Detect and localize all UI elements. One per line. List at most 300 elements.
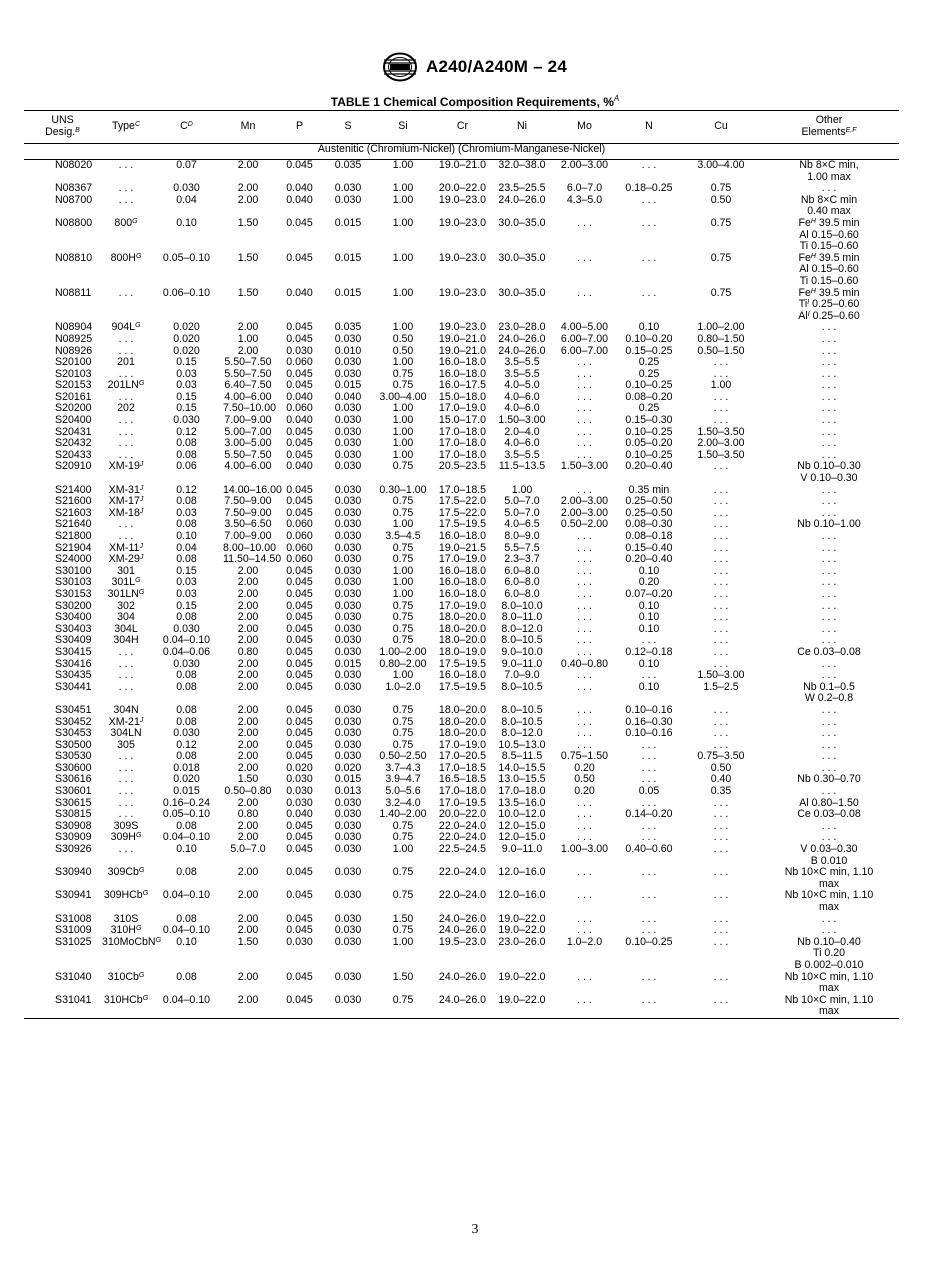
cell-ni: 12.0–15.0	[498, 831, 546, 844]
cell-c: 0.03	[176, 576, 197, 589]
cell-n: 0.35 min	[628, 483, 670, 496]
cell-mo: . . .	[577, 715, 592, 728]
cell-cr: 24.0–26.0	[438, 924, 487, 937]
cell-mo: 1.00–3.00	[560, 843, 609, 856]
cell-other: . . .	[821, 414, 837, 427]
cell-mo: 0.20	[574, 785, 595, 798]
cell-mn: 0.80	[237, 808, 259, 821]
cell-mn: 14.00–16.00	[223, 483, 282, 496]
cell-cr: 22.5–24.5	[438, 843, 487, 856]
cell-ni: 6.0–8.0	[504, 564, 540, 577]
table-row	[24, 867, 899, 890]
cell-c: 0.08	[176, 750, 197, 763]
cell-s: 0.030	[334, 866, 362, 879]
cell-c: 0.03	[176, 506, 197, 519]
cell-p: 0.045	[286, 634, 313, 647]
cell-type: 310S	[113, 912, 139, 925]
cell-mn: 2.00	[237, 321, 259, 334]
table-row	[24, 160, 899, 184]
cell-type: . . .	[118, 518, 134, 531]
cell-mn: 2.00	[237, 193, 259, 206]
cell-type: 301	[117, 564, 135, 577]
cell-n: . . .	[641, 819, 657, 832]
cell-s: 0.030	[334, 935, 362, 948]
cell-s: 0.030	[334, 425, 362, 438]
cell-c: 0.15	[176, 356, 197, 369]
cell-p: 0.045	[286, 819, 313, 832]
cell-p: 0.045	[286, 321, 313, 334]
cell-mn: 2.00	[237, 750, 259, 763]
cell-si: 0.75	[392, 611, 414, 624]
cell-other: $Fe^H$ 39.5 min Al 0.15–0.60 Ti 0.15–0.60	[798, 251, 860, 287]
cell-c: 0.04–0.10	[162, 831, 211, 844]
cell-c: 0.07	[176, 159, 197, 171]
cell-other: Nb 0.10–1.00	[797, 518, 861, 531]
cell-ni: 8.0–10.5	[501, 703, 543, 716]
cell-uns: S30100	[55, 564, 92, 577]
cell-si: 1.00	[392, 564, 414, 577]
cell-mn: 2.00	[237, 715, 259, 728]
section-label: Austenitic (Chromium-Nickel) (Chromium-Manganese-Nickel)	[24, 144, 899, 160]
cell-type: $800H^G$	[110, 251, 142, 264]
cell-c: 0.04	[176, 541, 197, 554]
cell-uns: N08800	[55, 216, 93, 229]
cell-mo: . . .	[577, 808, 592, 821]
cell-mn: 0.80	[237, 645, 259, 658]
cell-c: 0.04–0.10	[162, 634, 211, 647]
cell-cr: 16.5–18.5	[438, 773, 487, 786]
cell-mo: . . .	[577, 634, 592, 647]
cell-mo: 6.0–7.0	[566, 182, 603, 195]
cell-uns: S20103	[55, 367, 92, 380]
table-row	[24, 253, 899, 288]
cell-ni: 8.0–12.0	[501, 727, 543, 740]
cell-ni: 30.0–35.0	[498, 251, 546, 264]
cell-cr: 17.5–19.5	[438, 657, 487, 670]
cell-uns: S20432	[55, 437, 92, 450]
cell-s: 0.030	[334, 912, 362, 925]
cell-uns: S31009	[55, 924, 92, 937]
cell-c: 0.12	[176, 738, 197, 751]
cell-s: 0.040	[334, 390, 362, 403]
cell-uns: S20400	[55, 414, 92, 427]
cell-s: 0.030	[334, 796, 362, 809]
cell-mo: . . .	[577, 738, 592, 751]
cell-cr: 19.0–23.0	[438, 216, 487, 229]
cell-cu: . . .	[713, 657, 729, 670]
cell-uns: S30441	[55, 680, 92, 693]
cell-mn: 7.50–10.00	[223, 402, 277, 415]
cell-other: . . .	[821, 506, 837, 519]
cell-cr: 17.0–18.0	[438, 425, 487, 438]
cell-type: 304L	[114, 622, 138, 635]
cell-c: 0.05–0.10	[162, 808, 211, 821]
cell-p: 0.040	[286, 808, 313, 821]
cell-p: 0.045	[286, 669, 313, 682]
cell-mo: . . .	[554, 995, 615, 1019]
cell-s: 0.030	[334, 970, 362, 983]
cell-cu: . . .	[713, 819, 729, 832]
cell-type: $310H^G$	[110, 924, 142, 937]
cell-mo: 0.20	[574, 761, 595, 774]
cell-cr: 19.0–21.0	[438, 332, 487, 345]
cell-other: Nb 10×C min, 1.10 max	[784, 889, 874, 913]
cell-n: 0.08–0.30	[625, 518, 673, 531]
cell-mn: 4.00–6.00	[224, 390, 272, 403]
cell-cu: . . .	[713, 889, 729, 902]
cell-p: 0.045	[286, 750, 313, 763]
cell-c: 0.08	[176, 703, 197, 716]
cell-si: 0.50–2.50	[379, 750, 427, 763]
cell-uns: S30909	[55, 831, 92, 844]
cell-cr: 17.0–19.0	[438, 599, 487, 612]
cell-uns: S21400	[55, 483, 92, 496]
cell-si: 0.75	[392, 727, 414, 740]
cell-uns: S20200	[55, 402, 92, 415]
cell-other: . . .	[821, 924, 837, 937]
cell-uns: S30400	[55, 611, 92, 624]
cell-mo: . . .	[577, 819, 592, 832]
cell-cr: 17.0–19.0	[438, 402, 487, 415]
cell-cu: . . .	[683, 995, 759, 1019]
cell-c: 0.030	[173, 727, 200, 740]
cell-si: 0.80–2.00	[379, 657, 427, 670]
cell-uns: N08811	[55, 286, 92, 299]
cell-p: 0.030	[286, 796, 313, 809]
cell-p: 0.045	[286, 657, 313, 670]
cell-c: 0.020	[173, 332, 200, 345]
cell-other: . . .	[821, 379, 837, 392]
cell-mo: . . .	[577, 669, 592, 682]
cell-other: . . .	[821, 750, 837, 763]
cell-n: . . .	[641, 912, 657, 925]
cell-s: 0.030	[334, 738, 362, 751]
cell-uns: S30452	[55, 715, 92, 728]
cell-si: 1.00–2.00	[379, 645, 427, 658]
cell-p: 0.045	[286, 715, 313, 728]
cell-n: . . .	[641, 924, 657, 937]
cell-ni: 8.0–11.0	[501, 611, 543, 624]
cell-p: 0.040	[286, 460, 313, 473]
column-header: N	[615, 111, 683, 144]
cell-s: 0.030	[334, 611, 362, 624]
cell-n: . . .	[641, 738, 657, 751]
cell-cu: 0.50	[710, 761, 732, 774]
cell-mn: 2.00	[237, 761, 259, 774]
cell-uns: S30409	[55, 634, 92, 647]
cell-cu: . . .	[713, 460, 729, 473]
cell-type: . . .	[118, 344, 134, 357]
cell-si: 0.75	[392, 553, 414, 566]
cell-n: 0.10–0.25	[625, 379, 673, 392]
cell-other: . . .	[821, 530, 837, 542]
cell-cu: . . .	[713, 935, 729, 948]
cell-type: $309H^G$	[110, 831, 142, 844]
cell-cu: . . .	[713, 414, 729, 427]
cell-si: 0.75	[392, 715, 414, 728]
cell-uns: S21800	[55, 530, 92, 542]
cell-uns: S21603	[55, 506, 92, 519]
cell-mo: . . .	[577, 703, 592, 716]
cell-cr: 18.0–20.0	[438, 703, 487, 716]
cell-other: . . .	[821, 831, 837, 844]
cell-uns: S30815	[55, 808, 92, 821]
cell-c: 0.03	[176, 367, 197, 380]
cell-n: 0.14–0.20	[625, 808, 673, 821]
cell-cu: 0.50–1.50	[697, 344, 745, 357]
cell-mo: . . .	[577, 912, 592, 925]
cell-p: 0.040	[286, 182, 313, 195]
cell-p: 0.045	[286, 216, 313, 229]
cell-n: . . .	[641, 866, 657, 879]
cell-mo: . . .	[577, 924, 592, 937]
table-row	[24, 682, 899, 705]
cell-cr: 19.0–21.0	[438, 344, 487, 357]
cell-type: $XM-19^J$	[108, 460, 144, 473]
cell-uns: N08020	[55, 159, 93, 171]
cell-type: $XM-18^J$	[108, 506, 144, 519]
cell-s: 0.030	[334, 437, 362, 450]
cell-c: 0.020	[173, 321, 200, 334]
cell-si: 3.7–4.3	[385, 761, 421, 774]
cell-cu: . . .	[713, 924, 729, 937]
cell-c: 0.08	[176, 437, 197, 450]
cell-ni: 8.5–11.5	[501, 750, 543, 763]
cell-uns: S30908	[55, 819, 92, 832]
cell-s: 0.030	[334, 541, 362, 554]
cell-mn: 5.00–7.00	[224, 425, 272, 438]
section-row	[24, 144, 899, 160]
cell-p: 0.045	[286, 703, 313, 716]
cell-si: 0.75	[392, 506, 414, 519]
cell-uns: N08926	[55, 344, 93, 357]
cell-si: 0.75	[392, 634, 414, 647]
cell-c: 0.10	[176, 935, 197, 948]
cell-cu: 0.50	[710, 193, 732, 206]
cell-n: 0.10	[638, 564, 660, 577]
cell-cr: 16.0–18.0	[438, 587, 487, 600]
cell-s: 0.030	[334, 332, 362, 345]
cell-uns: S20161	[55, 390, 92, 403]
cell-mo: . . .	[577, 645, 592, 658]
cell-cr: 19.0–23.0	[438, 321, 487, 334]
cell-s: 0.030	[334, 402, 362, 415]
cell-cr: 20.0–22.0	[438, 182, 487, 195]
column-header: Cu	[683, 111, 759, 144]
cell-other: . . .	[821, 356, 837, 369]
cell-si: 0.75	[392, 889, 414, 902]
cell-cu: 1.50–3.50	[697, 425, 745, 438]
cell-ni: 8.0–9.0	[504, 530, 540, 542]
cell-si: 0.50	[392, 344, 414, 357]
cell-uns: S20153	[55, 379, 92, 392]
cell-cr: 16.0–18.0	[438, 564, 487, 577]
cell-s: 0.030	[334, 645, 362, 658]
cell-s: 0.030	[334, 750, 362, 763]
cell-other: Nb 8×C min, 1.00 max	[799, 159, 859, 183]
cell-type: . . .	[118, 657, 134, 670]
cell-mo: 0.75–1.50	[560, 750, 609, 763]
cell-n: . . .	[641, 796, 657, 809]
cell-cu: . . .	[713, 843, 729, 856]
cell-uns: S21600	[55, 495, 92, 508]
cell-cr: 17.5–22.0	[438, 495, 487, 508]
cell-mn: 2.00	[237, 831, 259, 844]
cell-mn: 5.0–7.0	[230, 843, 266, 856]
cell-cu: 1.5–2.5	[703, 680, 739, 693]
cell-c: 0.04–0.10	[162, 889, 211, 902]
cell-p: 0.045	[286, 483, 313, 496]
cell-si: 1.00	[392, 587, 414, 600]
cell-p: 0.040	[286, 286, 313, 299]
cell-ni: 24.0–26.0	[498, 344, 546, 357]
cell-cu: . . .	[713, 390, 729, 403]
cell-si: 0.75	[392, 367, 414, 380]
cell-s: 0.035	[334, 159, 362, 171]
column-header: Mo	[554, 111, 615, 144]
cell-c: 0.15	[176, 390, 197, 403]
cell-p: 0.045	[286, 831, 313, 844]
cell-si: 3.2–4.0	[385, 796, 421, 809]
cell-n: 0.25–0.50	[625, 495, 673, 508]
cell-n: 0.25	[638, 367, 660, 380]
cell-type: 304H	[113, 634, 139, 647]
cell-mo: 1.50–3.00	[560, 460, 609, 473]
composition-table	[24, 110, 899, 1019]
cell-s: 0.030	[334, 669, 362, 682]
cell-uns: S20100	[55, 356, 92, 369]
cell-other: . . .	[821, 541, 837, 554]
cell-c: 0.08	[176, 448, 197, 461]
cell-s: 0.030	[334, 414, 362, 427]
cell-c: 0.03	[176, 587, 197, 600]
astm-logo	[382, 52, 418, 82]
cell-uns: N08810	[55, 251, 93, 264]
cell-cu: . . .	[713, 564, 729, 577]
cell-c: 0.08	[176, 912, 197, 925]
cell-type: . . .	[118, 437, 134, 450]
cell-n: . . .	[641, 761, 657, 774]
cell-mn: 4.00–6.00	[224, 460, 272, 473]
cell-ni: 8.0–10.0	[501, 599, 543, 612]
cell-ni: 12.0–16.0	[498, 889, 546, 902]
cell-mn: 5.50–7.50	[224, 448, 272, 461]
cell-s: 0.030	[334, 634, 362, 647]
cell-c: 0.030	[173, 182, 200, 195]
cell-ni: 23.5–25.5	[498, 182, 546, 195]
cell-mn: 2.00	[237, 182, 259, 195]
cell-s: 0.013	[334, 785, 362, 798]
cell-p: 0.045	[286, 448, 313, 461]
cell-type: 304N	[113, 703, 139, 716]
cell-cr: 22.0–24.0	[438, 866, 487, 879]
cell-ni: 5.0–7.0	[504, 506, 540, 519]
cell-cu: . . .	[713, 634, 729, 647]
cell-type: . . .	[118, 425, 134, 438]
cell-p: 0.040	[286, 390, 313, 403]
cell-n: . . .	[641, 750, 657, 763]
cell-ni: 19.0–22.0	[498, 970, 546, 983]
cell-ni: 2.3–3.7	[504, 553, 540, 566]
cell-other: . . .	[821, 819, 837, 832]
cell-uns: S31040	[55, 970, 92, 983]
cell-mn: 0.50–0.80	[224, 785, 272, 798]
cell-s: 0.015	[334, 379, 362, 392]
cell-mo: 0.50–2.00	[560, 518, 609, 531]
cell-cr: 17.0–18.0	[438, 448, 487, 461]
cell-c: 0.04–0.10	[151, 995, 222, 1019]
cell-other: . . .	[821, 703, 837, 716]
cell-cu: . . .	[713, 715, 729, 728]
cell-p: 0.060	[286, 553, 313, 566]
cell-mn: 2.00	[237, 599, 259, 612]
cell-ni: 5.5–7.5	[504, 541, 540, 554]
cell-p: 0.045	[286, 599, 313, 612]
cell-type: $XM-31^J$	[108, 483, 144, 496]
cell-type: . . .	[118, 448, 134, 461]
cell-mo: 4.3–5.0	[566, 193, 603, 206]
cell-p: 0.030	[286, 935, 313, 948]
cell-other: Nb 0.10–0.40 Ti 0.20 B 0.002–0.010	[794, 935, 864, 971]
cell-other: $Fe^H$ 39.5 min Al 0.15–0.60 Ti 0.15–0.60	[798, 216, 860, 253]
cell-mo: . . .	[577, 553, 592, 566]
cell-uns: S31008	[55, 912, 92, 925]
cell-mo: . . .	[577, 402, 592, 415]
cell-type: $301L^G$	[111, 576, 141, 589]
cell-n: 0.15–0.30	[625, 414, 673, 427]
cell-ni: 19.0–22.0	[490, 995, 554, 1019]
cell-n: 0.10	[638, 599, 660, 612]
cell-mn: 2.00	[237, 587, 259, 600]
cell-uns: S30453	[55, 727, 92, 740]
cell-c: 0.15	[176, 599, 197, 612]
cell-cr: 19.5–23.0	[438, 935, 487, 948]
cell-mo: . . .	[577, 680, 592, 693]
cell-si: 1.00	[392, 356, 414, 369]
cell-s: 0.030	[334, 819, 362, 832]
cell-si: 1.00	[392, 669, 414, 682]
cell-mo: . . .	[577, 390, 592, 403]
cell-si: 1.40–2.00	[379, 808, 427, 821]
cell-n: 0.40–0.60	[625, 843, 673, 856]
cell-cr: 17.0–19.0	[438, 553, 487, 566]
cell-si: 3.9–4.7	[385, 773, 421, 786]
cell-uns: S31025	[55, 935, 92, 948]
cell-n: 0.10	[638, 611, 660, 624]
cell-ni: 8.0–10.5	[501, 680, 543, 693]
cell-other: $Fe^H$ 39.5 min $Ti^I$ 0.25–0.60 $Al^I$ 0.25–0.60	[798, 286, 860, 322]
cell-s: 0.030	[334, 599, 362, 612]
cell-si: 1.50	[392, 970, 414, 983]
cell-other: Nb 8×C min 0.40 max	[800, 193, 858, 218]
cell-s: 0.030	[334, 483, 362, 496]
cell-si: 0.30–1.00	[379, 483, 427, 496]
cell-uns: N08925	[55, 332, 93, 345]
cell-mo: . . .	[577, 367, 592, 380]
cell-si: 1.00	[392, 321, 414, 334]
cell-type: . . .	[118, 645, 134, 658]
cell-si: 3.00–4.00	[379, 390, 427, 403]
cell-mo: 2.00–3.00	[560, 159, 609, 171]
cell-uns: S30451	[55, 703, 92, 716]
cell-ni: 1.00	[511, 483, 533, 496]
cell-cu: . . .	[713, 495, 729, 508]
cell-n: 0.10–0.25	[625, 935, 673, 948]
cell-mo: . . .	[577, 216, 592, 229]
cell-other: . . .	[821, 344, 837, 357]
table-row	[24, 995, 899, 1019]
cell-ni: 10.0–12.0	[498, 808, 546, 821]
